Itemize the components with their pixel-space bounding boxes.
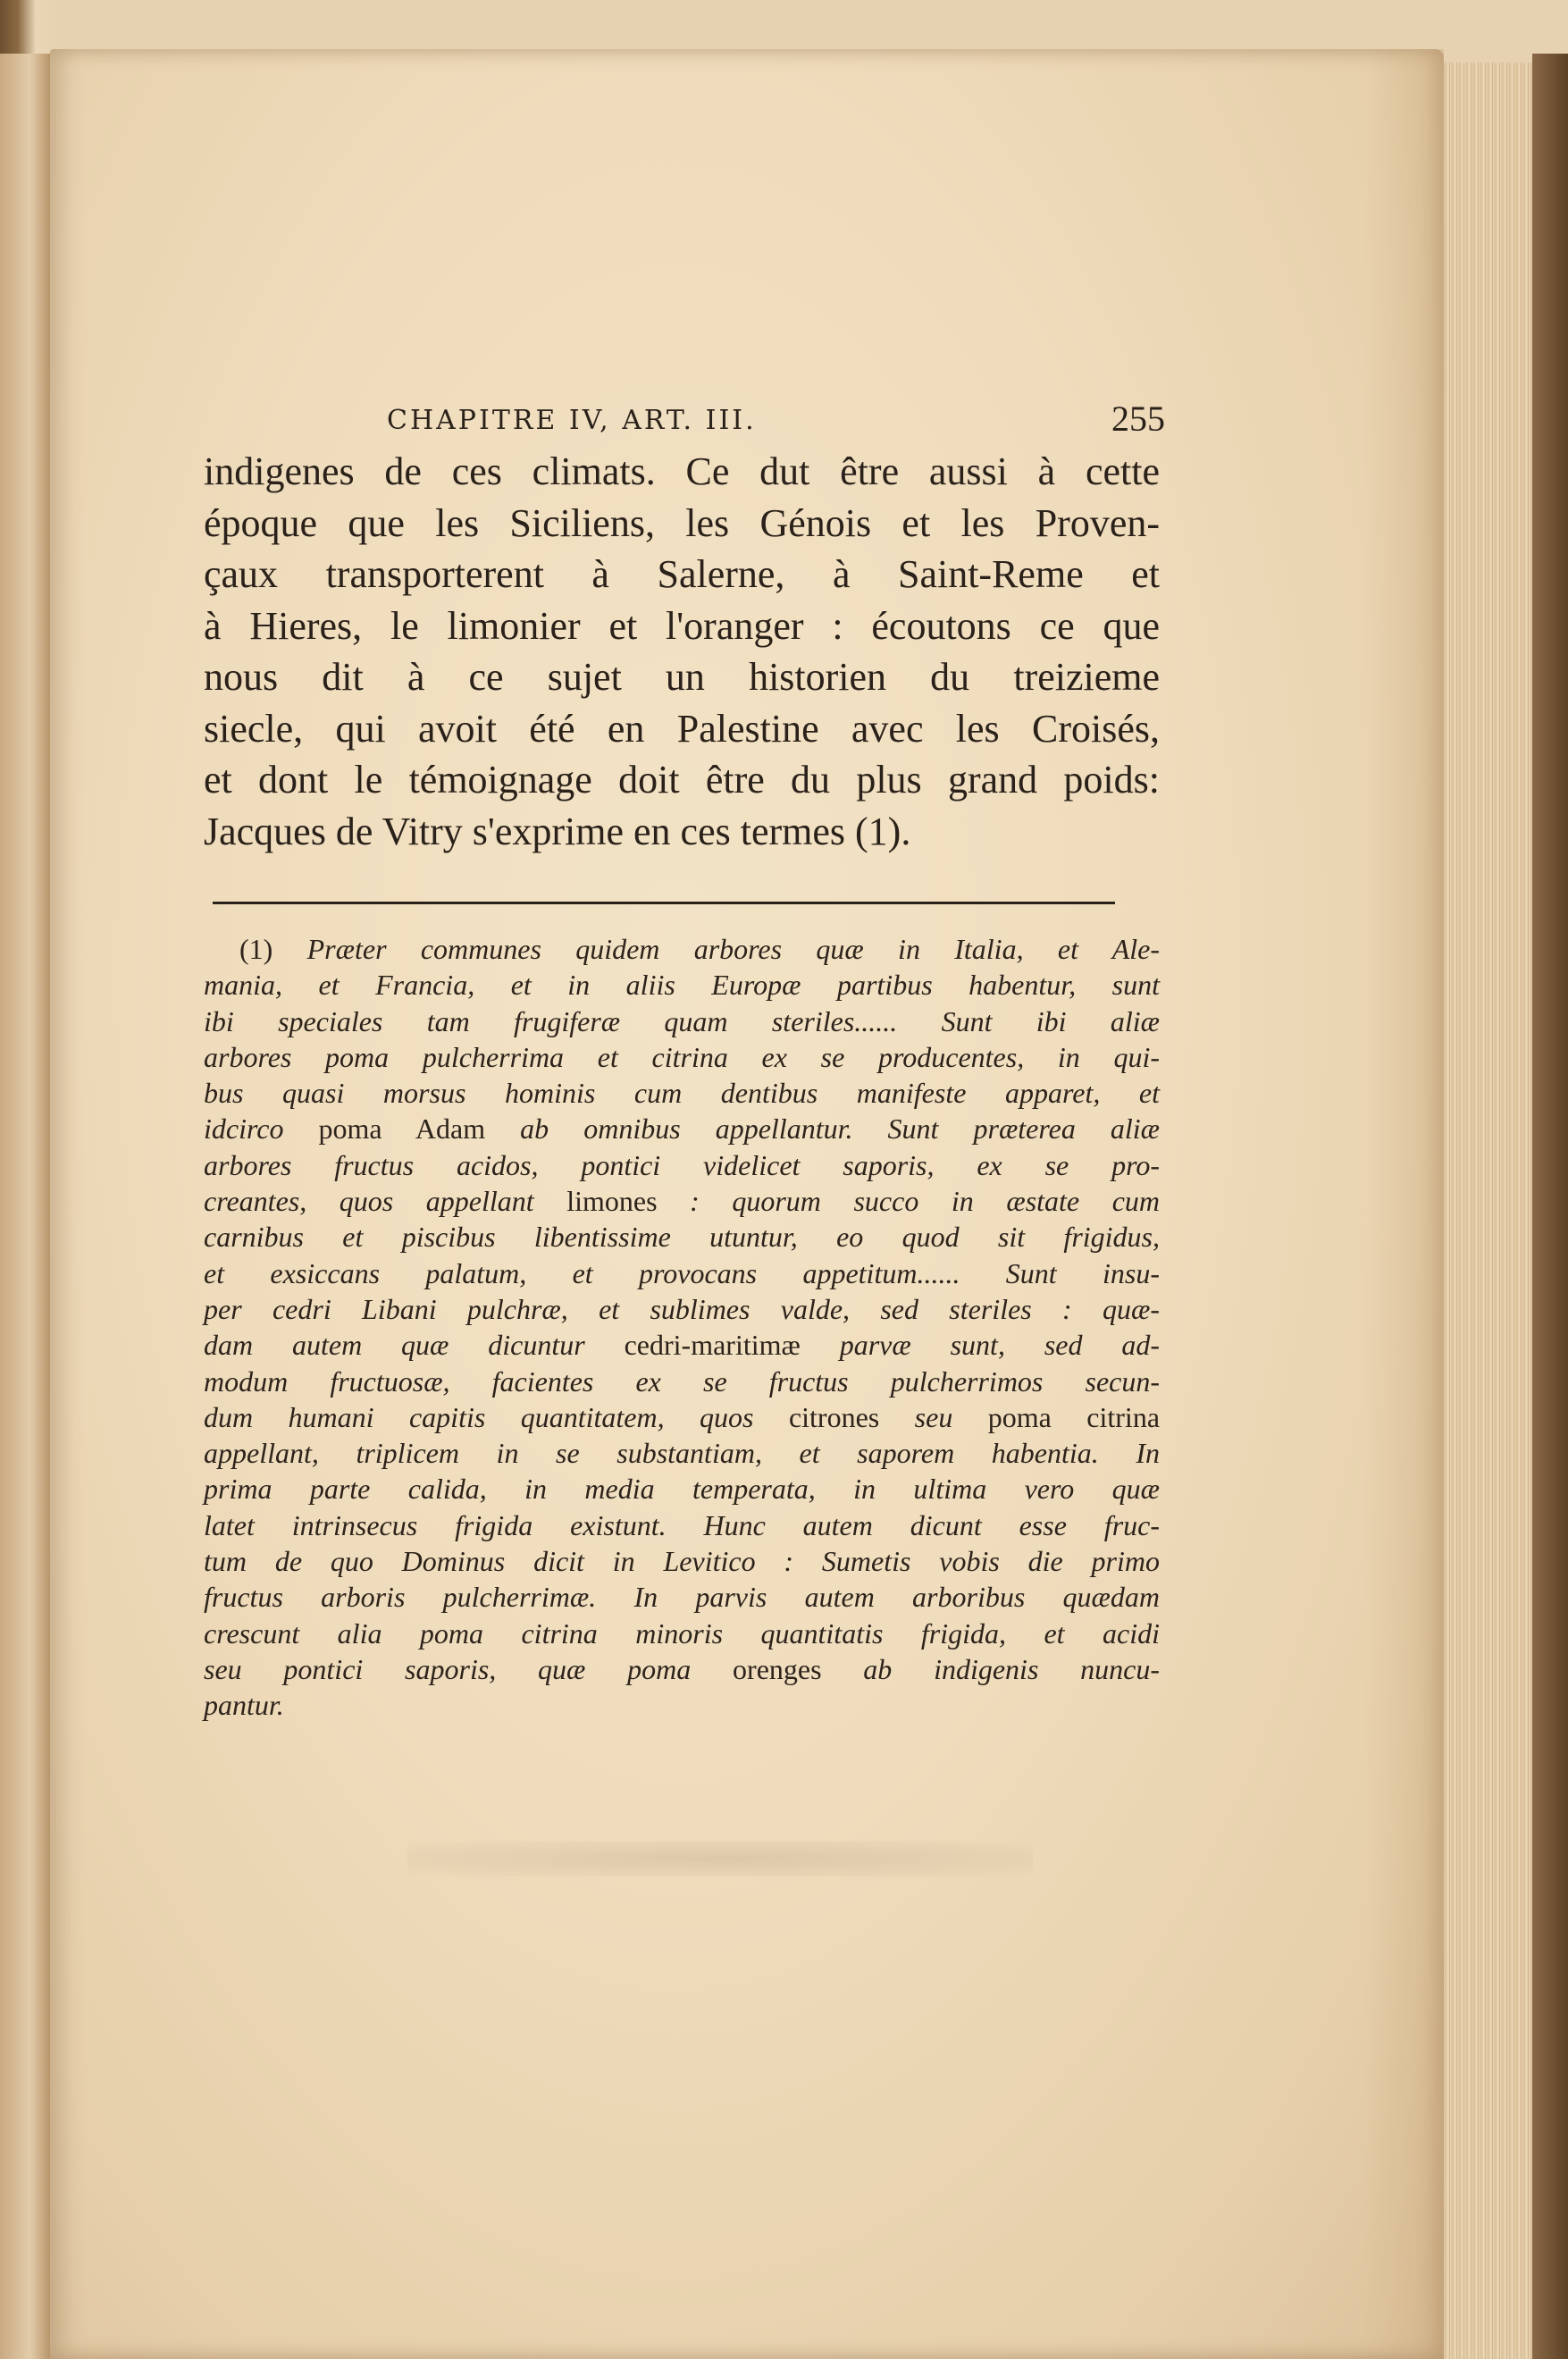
show-through-shadow: [407, 1841, 1033, 1876]
footnote-line: [204, 1471, 1160, 1507]
footnote-line: [204, 1507, 1160, 1543]
footnote-italic-run: latet intrinsecus frigida existunt. Hunc autem dicunt esse fruc-: [204, 1508, 1160, 1541]
footnote-line: [204, 1003, 1160, 1039]
footnote-italic-run: modum fructuosæ, facientes ex se fructus pulcherrimos secun-: [204, 1364, 1160, 1398]
footnote-line: [204, 1543, 1160, 1579]
footnote-italic-run: Præter communes quidem arbores quæ in Italia, et Ale-: [306, 933, 1161, 965]
footnote-roman-run: citrones: [788, 1400, 880, 1433]
footnote-italic-run: carnibus et piscibus libentissime utuntur, eo quod sit frigidus,: [204, 1221, 1160, 1254]
paragraph-line: çaux transporterent à Salerne, à Saint-Reme et: [204, 552, 1160, 596]
footnote-line: [204, 1579, 1160, 1615]
footnote-line: [204, 1219, 1160, 1255]
footnote-line: [204, 1291, 1160, 1327]
footnote-italic-run: : quorum succo in æstate cum: [657, 1185, 1160, 1218]
footnote-line: [204, 1616, 1160, 1651]
footnote-line: [204, 1687, 1160, 1723]
footnote-italic-run: seu: [879, 1400, 988, 1433]
footnote-italic-run: arbores fructus acidos, pontici videlicet saporis, ex se pro-: [204, 1148, 1160, 1181]
page-content: [204, 398, 1165, 1724]
footnote-roman-run: (1): [239, 933, 307, 965]
footnote-line: [204, 1435, 1160, 1471]
footnote-italic-run: idcirco: [204, 1112, 319, 1146]
footnote-line: [204, 1075, 1160, 1111]
main-paragraph: [204, 446, 1160, 857]
paragraph-line: et dont le témoignage doit être du plus grand poids:: [204, 758, 1160, 802]
footnote-italic-run: ab indigenis nuncu-: [821, 1652, 1161, 1685]
page-number: 255: [1111, 399, 1165, 439]
footnote-line: [204, 1147, 1160, 1183]
footnote-roman-run: orenges: [733, 1652, 822, 1685]
paragraph-line: Jacques de Vitry s'exprime en ces termes (1).: [204, 809, 911, 853]
footnote-italic-run: prima parte calida, in media temperata, in ultima vero quæ: [204, 1473, 1160, 1506]
footnote: [204, 931, 1160, 1724]
footnote-italic-run: fructus arboris pulcherrimæ. In parvis autem arboribus quædam: [204, 1581, 1160, 1614]
footnote-italic-run: pantur.: [204, 1689, 284, 1722]
previous-page-edge: [0, 54, 50, 2359]
footnote-roman-run: poma Adam: [318, 1112, 521, 1146]
footnote-line: [204, 1364, 1160, 1399]
footnote-italic-run: parvæ sunt, sed ad-: [800, 1329, 1161, 1362]
paragraph-line: indigenes de ces climats. Ce dut être aussi à cette: [204, 449, 1160, 493]
footnote-roman-run: poma citrina: [987, 1400, 1161, 1433]
footnote-line: [204, 1399, 1160, 1435]
footnote-line: [204, 1111, 1160, 1146]
footnote-italic-run: crescunt alia poma citrina minoris quantitatis frigida, et acidi: [204, 1616, 1160, 1650]
footnote-line: [204, 1039, 1160, 1075]
footnote-line: [204, 1255, 1160, 1291]
footnote-italic-run: seu pontici saporis, quæ poma: [204, 1652, 734, 1685]
footnote-line: [204, 931, 1160, 967]
footnote-italic-run: tum de quo Dominus dicit in Levitico : Sumetis vobis die primo: [204, 1545, 1160, 1578]
footnote-italic-run: arbores poma pulcherrima et citrina ex se producentes, in qui-: [204, 1040, 1160, 1073]
chapter-heading: CHAPITRE IV, ART. III.: [387, 405, 757, 436]
footnote-line: [204, 967, 1160, 1003]
book-page: [50, 49, 1444, 2359]
footnote-italic-run: et exsiccans palatum, et provocans appetitum...... Sunt insu-: [204, 1256, 1160, 1289]
footnote-line: [204, 1327, 1160, 1363]
footnote-roman-run: limones: [566, 1185, 658, 1218]
footnote-italic-run: mania, et Francia, et in aliis Europæ partibus habentur, sunt: [204, 969, 1160, 1002]
paragraph-line: époque que les Siciliens, les Génois et les Proven-: [204, 500, 1160, 545]
footnote-italic-run: ab omnibus appellantur. Sunt præterea aliæ: [520, 1112, 1161, 1146]
paragraph-line: à Hieres, le limonier et l'oranger : écoutons ce que: [204, 603, 1160, 648]
footnote-italic-run: per cedri Libani pulchræ, et sublimes valde, sed steriles : quæ-: [204, 1292, 1160, 1325]
footnote-line: [204, 1183, 1160, 1219]
footnote-italic-run: appellant, triplicem in se substantiam, et saporem habentia. In: [204, 1437, 1160, 1470]
running-head: [204, 398, 1165, 442]
footnote-italic-run: creantes, quos appellant: [204, 1185, 567, 1218]
footnote-italic-run: ibi speciales tam frugiferæ quam steriles...... Sunt ibi aliæ: [204, 1004, 1160, 1037]
paragraph-line: nous dit à ce sujet un historien du treizieme: [204, 655, 1160, 699]
book-cover-edge: [1532, 54, 1568, 2359]
footnote-italic-run: dam autem quæ dicuntur: [204, 1329, 625, 1362]
page-edge-stain: [1363, 49, 1444, 2359]
footnote-line: [204, 1651, 1160, 1687]
footnote-italic-run: bus quasi morsus hominis cum dentibus manifeste apparet, et: [204, 1077, 1160, 1110]
footnote-roman-run: cedri-maritimæ: [624, 1329, 801, 1362]
footnote-italic-run: dum humani capitis quantitatem, quos: [204, 1400, 789, 1433]
footnote-separator-rule: [213, 902, 1115, 904]
paragraph-line: siecle, qui avoit été en Palestine avec les Croisés,: [204, 706, 1160, 751]
